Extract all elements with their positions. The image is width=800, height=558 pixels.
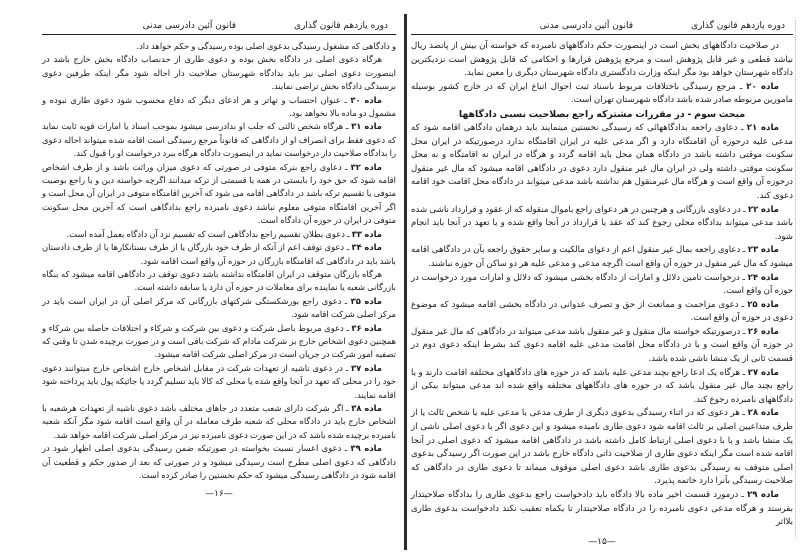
- article: [42, 120, 396, 160]
- article-number: ماده ۳۳: [351, 228, 382, 239]
- article-text: ـ در دعاوی بازرگانی و هرچنین در هر دعوای راجع باموال منقوله که از عقود و قرارداد ناشی شده باشد مدعی میتواند بدادگاه محلی رجوع کند که عقد یا قرارداد در آنجا واقع شده و یا تعهد در آنجا باید انجام شود.: [411, 204, 793, 242]
- article-text: ـ دعاوی راجعه بدادگاههائی که رسیدگی نخستین مینمایند باید درهمان دادگاهی اقامه شود که مدعی علیه درحوزه آن اقامتگاه دارد و اگر مدعی علیه در ایران اقامتگاه ندارد درصورتیکه در ایران محل سکونت موقتی داشته باشد در دادگاه همان محل باید اقامه گردد و هرگاه در ایران نه اقامتگاه و نه محل سکونت موقتی داشته ولی در ایران مال غیر منقول دارد دعوی در دادگاهی اقامه میشود که مال غیر منقول درحوزه آن واقع است و هرگاه مال غیرمنقول هم نداشته باشد مدعی میتواند در دادگاه محل اقامت خود اقامه دعوی کند.: [411, 122, 793, 201]
- page-number: —۱۵—: [588, 536, 616, 547]
- article-text: ـ اگر شرکت دارای شعب متعدد در جاهای مختلف باشد دعوی ناشیه از تعهدات هرشعبه با اشخاص خارج باید در دادگاه محلی که شعبه طرف معامله در آن واقع است اقامه شود مگر آنکه شعبه نامبرده برچیده شده باشد که در این صورت دعوی نامبرده نیز در مرکز اصلی شرکت اقامه خواهد شد.: [42, 402, 396, 440]
- article-number: ماده ۲۴: [747, 272, 779, 283]
- book-spine-shadow: [404, 14, 407, 550]
- paragraph: [42, 53, 396, 93]
- article: [411, 407, 793, 489]
- article-number: ماده ۲۰: [746, 81, 779, 92]
- article-number: ماده ۲۱: [746, 122, 779, 133]
- paragraph: [42, 40, 396, 53]
- article-number: ماده ۳۹: [350, 443, 382, 454]
- article-text: ـ درمورد قسمت اخیر ماده بالا دادگاه باید دادخواست راجع بدعوی طاری را بدادگاه صلاحیتدار بفرستد و هرگاه مدعی دعوی نامبرده را در دادگاه صلاحیتدار تا یکماه تعقیب نکند دادخواست بدعوی طاری بلااثر: [411, 490, 793, 528]
- article: [411, 244, 793, 271]
- page-header: [42, 20, 396, 35]
- page-body: [42, 40, 396, 482]
- article: [411, 326, 793, 367]
- article: [411, 122, 793, 204]
- section-heading: مبحث سوم - در مقررات مشترکه راجع بصلاحیت نسبی دادگاهها: [458, 108, 746, 120]
- article-text: ـ دعاوی راجع بترکه متوفی در صورتی که دعوی میزان وراثت باشد و از طرف اشخاص اقامه شود که حق خود را بایستی در همه یا قسمتی از ترکه میدانند اگرچه خواسته دین و یا راجع بوصیت متوفی یا تقسیم ترکه باشد در دادگاهی اقامه می شود که آخرین اقامتگاه متوفی در ایران آن محل است و اگر آخرین اقامتگاه متوفی معلوم نباشد دعوی نامبرده راجع بدادگاهی است که آخرین محل سکونت متوفی در ایران در حوزه آن دادگاه است.: [42, 161, 396, 226]
- page-number: —۱۶—: [205, 489, 233, 500]
- article: [42, 322, 396, 362]
- article-number: ماده ۳۷: [351, 362, 382, 373]
- article-text: هرگاه بازرگان متوقف در ایران اقامتگاه نداشته باشد دعوی توقف در دادگاهی اقامه میشود که بنگاه بازرگانی شعبه یا نماینده برای معاملات در حوزه آن دارد یا سابقه داشته است.: [42, 268, 396, 293]
- article-text: ـ در دعوی ناشیه از تعهدات شرکت در مقابل اشخاص خارج اشخاص خارج میتوانند دعوی خود را در محلی که تعهد در آنجا واقع شده یا محلی که کالا باید تسلیم گردد یا جائیکه پول باید پرداخته شود اقامه نمایند.: [42, 362, 396, 400]
- article-text: ـ درصورتیکه خواسته مال منقول و غیر منقول باشد مدعی میتواند در دادگاهی که مال غیر منقول در حوزه آن واقع است و یا در دادگاه محل اقامت مدعی علیه اقامه دعوی کند بشرط اینکه دعوی دوم در قسمت ثانی از یک منشا ناشی شده باشد.: [411, 326, 793, 365]
- article-number: ماده ۳۸: [351, 402, 382, 413]
- article-number: ماده ۲۳: [747, 245, 779, 256]
- article: [411, 272, 793, 299]
- article-text: در صلاحیت دادگاههای بخش است در اینصورت حکم دادگاههای نامبرده که خواسته آن بیش از پانصد ریال نباشد قطعی و غیر قابل پژوهش است و مرجع پژوهش قرارها و احکامی که قابل پژوهش است نزدیکترین دادگاه شهرستان خواهد بود مگر اینکه وزارت دادگستری دادگاه شهرستان دیگری را معین نماید.: [411, 41, 793, 79]
- article-number: ماده ۲۵: [747, 299, 779, 310]
- article: [42, 442, 396, 482]
- paragraph: [411, 40, 793, 81]
- article-number: ماده ۳۲: [350, 161, 382, 172]
- article-text: ـ دعوی راجع بورشکستگی شرکتهای بازرگانی که مرکز اصلی آن در ایران است باید در مرکز اصلی شرکت اقامه شود.: [42, 295, 396, 320]
- article-text: ـ دعاوی راجعه بمال غیر منقول اعم از دعوای مالکیت و سایر حقوق راجعه بآن در دادگاهی اقامه میشود که مال غیر منقول در حوزه آن واقع است اگرچه مدعی و مدعی علیه هر دو ساکن آن حوزه نباشند.: [411, 245, 793, 269]
- article-text: ـ هرگاه شخص ثالثی که جلب او بدادرسی میشود بموجب اسناد یا امارات قویه ثابت نماید که دعوی فقط برای انصراف او از دادگاهی که قانوناً مرجع رسیدگی است اقامه شده میتواند احاله دعوی را بدادگاه صلاحیت دار درخواست نماید در اینصورت دادگاه هرگاه ببرد درخواست او را قبول کند.: [42, 121, 396, 159]
- article-number: ماده ۲۲: [747, 204, 779, 215]
- article-text: ـ دعوی بطلان تقسیم راجع بدادگاهی است که تقسیم نزد آن دادگاه بعمل آمده است.: [66, 228, 352, 239]
- article-number: ماده ۳۰: [350, 94, 382, 105]
- page-body: [411, 40, 793, 530]
- article-text: و دادگاهی که مشغول رسیدگی بدعوی اصلی بوده رسیدگی و حکم خواهد داد.: [136, 41, 396, 51]
- article: [42, 241, 396, 268]
- article-number: ماده ۳۵: [350, 295, 382, 306]
- article: [411, 367, 793, 408]
- article: [42, 295, 396, 322]
- article: [411, 204, 793, 245]
- article-text: هرگاه دعوی اصلی در دادگاه بخش بوده و دعوی طاری از حدنصاب دادگاه بخش خارج باشد در اینصورت دعوی اصلی نیز باید بدادگاه شهرستان صلاحیت دار احاله شود مگر اینکه طرفین دعوی برسیدگی دادگاه بخش تراضی نمایند.: [42, 54, 396, 92]
- article-number: ماده ۲۹: [747, 490, 779, 500]
- article-text: ـ درخواست تامین دلائل و امارات از دادگاه بخشی میشود که دلائل و امارات مورد درخواست در حوزه آن واقع است.: [411, 272, 793, 297]
- article-number: ماده ۳۱: [351, 121, 382, 132]
- article-text: ـ هر دعوی که در اثناء رسیدگی بدعوی دیگری از طرف مدعی یا مدعی علیه یا شخص ثالث یا از طرف متداعیین اصلی بر ثالث اقامه شود دعوی طاری نامیده میشود و این دعوی اگر با دعوی اصلی ناشی از یک منشا باشد و یا با دعوی اصلی ارتباط کامل داشته باشد در دادگاهی اقامه میشود که دعوی اصلی در آنجا اقامه شده است مگر اینکه دعوی طاری از صلاحیت ذاتی دادگاه خارج باشد در این صورت اگر رسیدگی بدعوی اصلی متوقف به رسیدگی بدعوی طاری باشد دعوی اصلی موقوف میماند تا دعوی طاری در دادگاهی که صلاحیت رسیدگی بآنرا دارد خاتمه پذیرد.: [411, 408, 793, 487]
- right-page: [411, 0, 793, 558]
- article-number: ماده ۳۶: [351, 322, 382, 333]
- article-text: ـ عنوان احتساب و تهاتر و هر ادعای دیگر که دفاع محسوب شود دعوی طاری نبوده و مشمول دو ماده بالا نخواهد بود.: [42, 94, 396, 119]
- article: [42, 402, 396, 442]
- article: [411, 81, 793, 108]
- article: [411, 299, 793, 326]
- header-term: دوره یازدهم قانون گذاری: [690, 21, 785, 31]
- article: [411, 489, 793, 530]
- paragraph: [42, 268, 396, 295]
- article: [42, 161, 396, 228]
- article-number: ماده ۲۶: [747, 326, 780, 337]
- article-number: ماده ۲۷: [747, 367, 779, 378]
- article-text: ـ مرجع رسیدگی باختلافات مربوط باسناد ثبت احوال اتباع ایران که در خارج کشور بوسیله مامورین مربوطه صادر شده باشد دادگاه شهرستان تهران است.: [411, 81, 793, 106]
- left-page: [42, 0, 396, 510]
- article: [42, 228, 396, 241]
- article-text: ـ دعوی اعسار نسبت بخواسته در صورتیکه ضمن رسیدگی بدعوی اصلی اظهار شود در دادگاهی که دعوی اصلی مطرح است رسیدگی میشود و در صورتی که بعد از صدور حکم و قطعیت آن اقامه شود در دادگاهی رسیدگی میشود که حکم نخستین را صادر کرده است.: [42, 443, 396, 480]
- article-number: ماده ۲۸: [747, 408, 780, 419]
- article-text: ـ دعوی توقف اعم از آنکه از طرف خود بازرگان یا از طرف بستانکارها یا از طرف دادستان باشد باید در دادگاهی که اقامتگاه بازرگان در حوزه آن واقع است اقامه شود.: [42, 242, 396, 266]
- article-text: ـ هرگاه یک ادعا راجع بچند مدعی علیه باشد که در حوزه های دادگاههای مختلفه اقامت دارند و یا راجع بچند مال غیر منقول باشد که در حوزه های دادگاههای مختلفه واقع شده اند مدعی میتواند بیکی از دادگاههای نامبرده رجوع کند.: [411, 367, 793, 405]
- header-law-title: قانون آئین دادرسی مدنی: [539, 21, 633, 31]
- header-law-title: قانون آئین دادرسی مدنی: [142, 21, 236, 31]
- article-number: ماده ۳۴: [351, 242, 382, 253]
- article: [42, 362, 396, 402]
- article: [42, 94, 396, 121]
- scan-edge: [795, 20, 799, 538]
- header-term: دوره یازدهم قانون گذاری: [293, 21, 388, 31]
- page-header: [411, 20, 793, 35]
- article-text: ـ دعوی مربوط باصل شرکت و دعوی بین شرکت و شرکاء و اختلافات حاصله بین شرکاء و همچنین دعوی اشخاص خارج بر شرکت مادام که شرکت باقی است و در صورت برچیده شدن تا وقتی که تصفیه امور شرکت در جریان است در مرکز اصلی شرکت اقامه میشود.: [42, 322, 396, 360]
- article-text: ـ دعوی مزاحمت و ممانعت از حق و تصرف عدوانی در دادگاه بخشی اقامه میشود که موضوع دعوی در حوزه آن واقع است.: [411, 299, 793, 324]
